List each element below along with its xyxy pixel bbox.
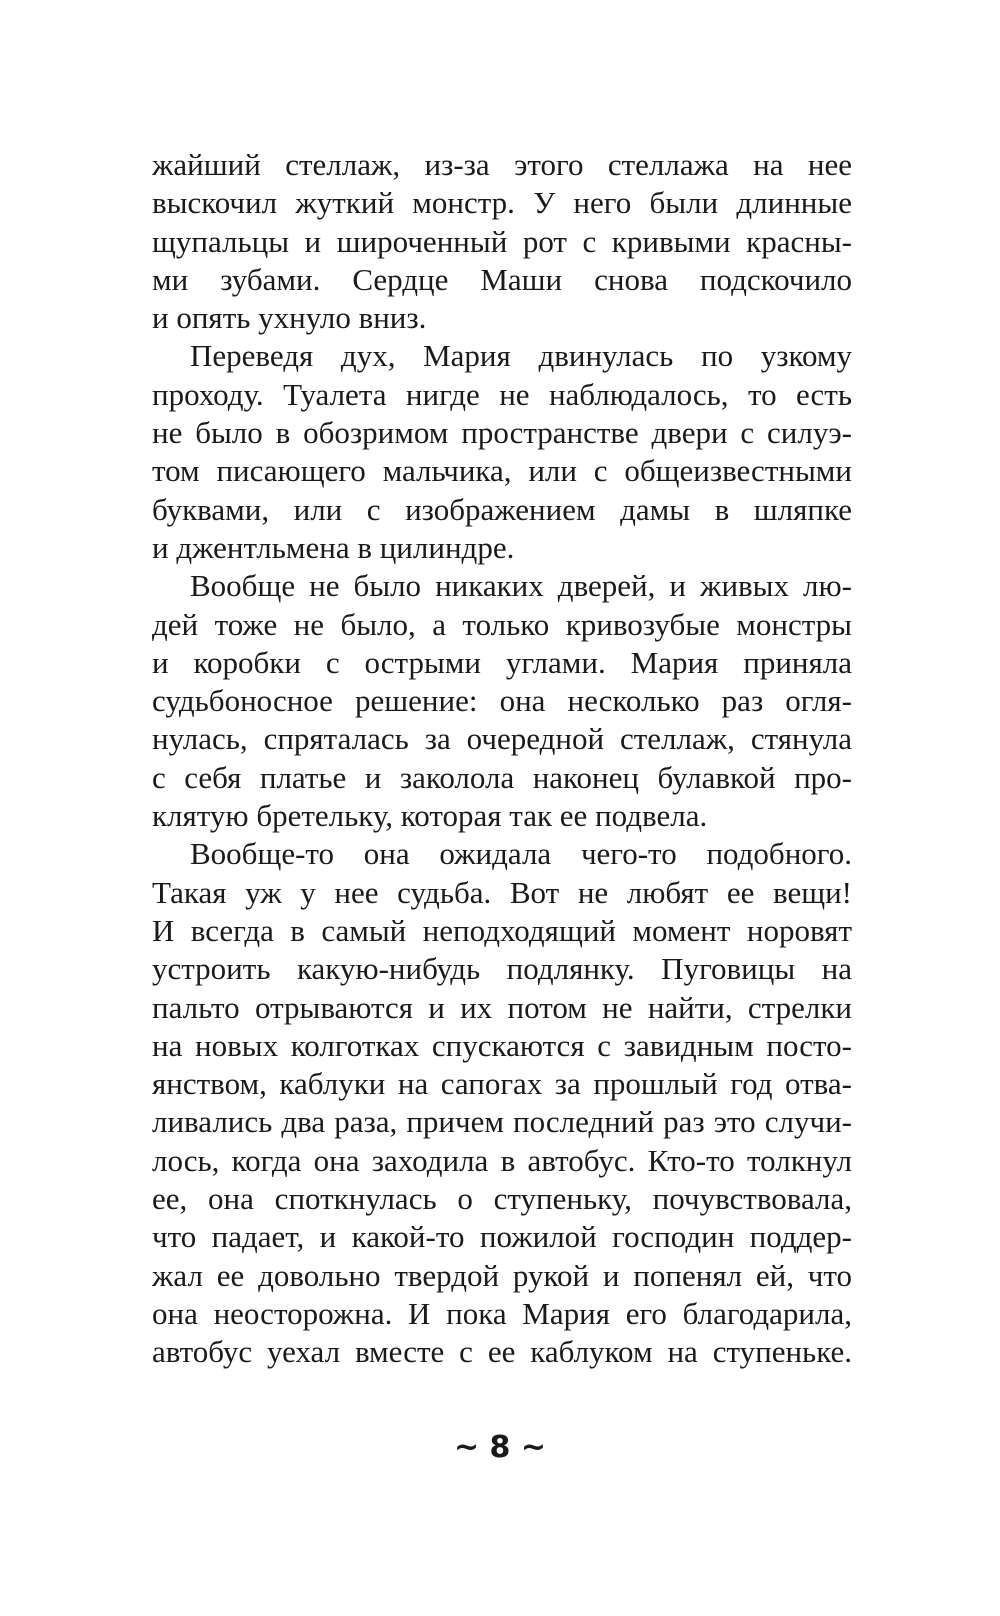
text-line: и джентльмена в цилиндре. xyxy=(152,529,515,565)
text-line: ливались два раза, причем последний раз это случи- xyxy=(152,1104,852,1140)
text-line: что падает, и какой-то пожилой господин поддер- xyxy=(152,1219,852,1255)
text-line: и опять ухнуло вниз. xyxy=(152,300,427,336)
text-line: щупальцы и широченный рот с кривыми красны- xyxy=(152,223,852,259)
text-line: жайший стеллаж, из-за этого стеллажа на нее xyxy=(152,147,852,182)
text-line: автобус уехал вместе с ее каблуком на ступеньке. xyxy=(152,1334,852,1370)
text-line: лось, когда она заходила в автобус. Кто-то толкнул xyxy=(152,1142,852,1178)
text-line: Такая уж у нее судьба. Вот не любят ее вещи! xyxy=(152,874,852,910)
text-line: И всегда в самый неподходящий момент норовят xyxy=(152,912,852,948)
text-line: проходу. Туалета нигде не наблюдалось, то есть xyxy=(152,376,852,412)
text-line: она неосторожна. И пока Мария его благодарила, xyxy=(152,1295,852,1331)
text-line: с себя платье и заколола наконец булавкой про- xyxy=(152,759,852,795)
text-line: Переведя дух, Мария двинулась по узкому xyxy=(190,338,852,374)
text-line: янством, каблуки на сапогах за прошлый год отва- xyxy=(152,1066,852,1102)
body-text xyxy=(152,146,852,1372)
text-line: том писающего мальчика, или с общеизвестными xyxy=(152,453,852,489)
text-line: буквами, или с изображением дамы в шляпке xyxy=(152,491,852,527)
text-line: выскочил жуткий монстр. У него были длинные xyxy=(152,185,852,221)
text-line: клятую бретельку, которая так ее подвела. xyxy=(152,798,708,834)
text-line: дей тоже не было, а только кривозубые монстры xyxy=(152,606,852,642)
text-line: нулась, спряталась за очередной стеллаж, стянула xyxy=(152,721,852,757)
text-line: ми зубами. Сердце Маши снова подскочило xyxy=(152,261,852,297)
text-line: пальто отрываются и их потом не найти, стрелки xyxy=(152,989,852,1025)
text-line: жал ее довольно твердой рукой и попенял ей, что xyxy=(152,1257,852,1293)
page-number: ~ 8 ~ xyxy=(453,1430,547,1465)
text-line: устроить какую-нибудь подлянку. Пуговицы на xyxy=(152,951,852,987)
text-line: Вообще-то она ожидала чего-то подобного. xyxy=(190,836,852,872)
text-line: судьбоносное решение: она несколько раз огля- xyxy=(152,683,852,719)
text-line: на новых колготках спускаются с завидным посто- xyxy=(152,1027,852,1063)
text-line: Вообще не было никаких дверей, и живых лю- xyxy=(190,568,852,604)
text-line: и коробки с острыми углами. Мария приняла xyxy=(152,644,852,680)
text-line: не было в обозримом пространстве двери с силуэ- xyxy=(152,415,852,451)
text-line: ее, она споткнулась о ступеньку, почувствовала, xyxy=(152,1181,852,1217)
